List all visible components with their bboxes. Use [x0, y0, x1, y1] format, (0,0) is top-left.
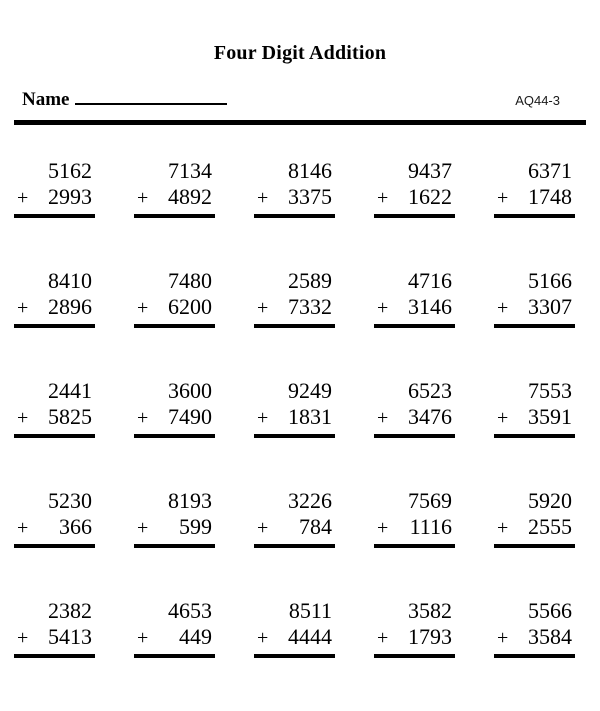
top-operand: 5566: [528, 598, 572, 623]
plus-operator: +: [17, 297, 29, 319]
top-operand: 6371: [528, 158, 572, 183]
plus-operator: +: [377, 627, 389, 649]
top-operand: 9249: [288, 378, 332, 403]
bottom-line: [494, 184, 575, 211]
addition-problem: [374, 598, 455, 658]
bottom-operand: 5825: [48, 404, 92, 429]
problems-grid: [0, 158, 600, 658]
top-operand: 3600: [168, 378, 212, 403]
bottom-operand: 3591: [528, 404, 572, 429]
bottom-line: [374, 514, 455, 541]
addition-problem: [14, 158, 95, 218]
bottom-line: [14, 514, 95, 541]
addition-problem: [374, 268, 455, 328]
bottom-operand: 3146: [408, 294, 452, 319]
plus-operator: +: [497, 517, 509, 539]
worksheet-title: Four Digit Addition: [213, 42, 387, 64]
bottom-line: [134, 624, 215, 651]
top-operand: 6523: [408, 378, 452, 403]
top-operand: 7134: [168, 158, 212, 183]
bottom-line: [134, 404, 215, 431]
addition-problem: [14, 598, 95, 658]
bottom-line: [14, 184, 95, 211]
name-blank-line: [75, 89, 227, 105]
bottom-line: [254, 184, 335, 211]
top-operand: 7569: [408, 488, 452, 513]
bottom-operand: 4444: [288, 624, 332, 649]
addition-problem: [134, 158, 215, 218]
bottom-line: [254, 294, 335, 321]
bottom-operand: 1748: [528, 184, 572, 209]
plus-operator: +: [137, 297, 149, 319]
addition-problem: [14, 378, 95, 438]
addition-problem: [254, 268, 335, 328]
plus-operator: +: [257, 187, 269, 209]
addition-problem: [134, 378, 215, 438]
bottom-line: [494, 624, 575, 651]
bottom-operand: 1793: [408, 624, 452, 649]
name-label: Name: [22, 89, 70, 110]
addition-problem: [494, 268, 575, 328]
worksheet-code: AQ44-3: [515, 93, 560, 108]
bottom-line: [494, 404, 575, 431]
bottom-operand: 1116: [409, 514, 452, 539]
addition-problem: [494, 378, 575, 438]
addition-problem: [14, 488, 95, 548]
top-operand: 8410: [48, 268, 92, 293]
plus-operator: +: [17, 407, 29, 429]
header-rule: [14, 120, 586, 125]
plus-operator: +: [137, 627, 149, 649]
plus-operator: +: [137, 517, 149, 539]
plus-operator: +: [257, 297, 269, 319]
plus-operator: +: [257, 627, 269, 649]
addition-problem: [134, 268, 215, 328]
top-operand: 5162: [48, 158, 92, 183]
top-operand: 8511: [288, 598, 332, 623]
bottom-line: [254, 624, 335, 651]
plus-operator: +: [497, 627, 509, 649]
plus-operator: +: [17, 187, 29, 209]
bottom-operand: 599: [179, 514, 212, 539]
bottom-line: [134, 294, 215, 321]
addition-problem: [494, 488, 575, 548]
top-operand: 7480: [168, 268, 212, 293]
top-operand: 2589: [288, 268, 332, 293]
top-operand: 9437: [408, 158, 452, 183]
bottom-operand: 7490: [168, 404, 212, 429]
bottom-operand: 3584: [528, 624, 572, 649]
top-operand: 3226: [288, 488, 332, 513]
bottom-line: [254, 514, 335, 541]
plus-operator: +: [257, 517, 269, 539]
bottom-operand: 449: [179, 624, 212, 649]
addition-problem: [374, 158, 455, 218]
top-operand: 2441: [48, 378, 92, 403]
addition-problem: [254, 598, 335, 658]
bottom-line: [494, 514, 575, 541]
plus-operator: +: [137, 407, 149, 429]
bottom-line: [374, 184, 455, 211]
bottom-operand: 2555: [528, 514, 572, 539]
bottom-line: [254, 404, 335, 431]
top-operand: 8193: [168, 488, 212, 513]
addition-problem: [254, 158, 335, 218]
top-operand: 2382: [48, 598, 92, 623]
bottom-line: [374, 404, 455, 431]
top-operand: 5920: [528, 488, 572, 513]
bottom-line: [494, 294, 575, 321]
plus-operator: +: [377, 517, 389, 539]
plus-operator: +: [497, 187, 509, 209]
addition-problem: [14, 268, 95, 328]
addition-problem: [374, 378, 455, 438]
bottom-operand: 5413: [48, 624, 92, 649]
bottom-line: [374, 294, 455, 321]
bottom-operand: 6200: [168, 294, 212, 319]
plus-operator: +: [17, 627, 29, 649]
plus-operator: +: [497, 297, 509, 319]
bottom-operand: 3375: [288, 184, 332, 209]
bottom-line: [134, 514, 215, 541]
bottom-operand: 7332: [288, 294, 332, 319]
addition-problem: [134, 598, 215, 658]
top-operand: 3582: [408, 598, 452, 623]
addition-problem: [494, 598, 575, 658]
top-operand: 7553: [528, 378, 572, 403]
top-operand: 4653: [168, 598, 212, 623]
bottom-line: [14, 294, 95, 321]
plus-operator: +: [377, 407, 389, 429]
addition-problem: [494, 158, 575, 218]
addition-problem: [254, 378, 335, 438]
plus-operator: +: [17, 517, 29, 539]
top-operand: 5230: [48, 488, 92, 513]
bottom-operand: 784: [299, 514, 332, 539]
addition-problem: [134, 488, 215, 548]
bottom-line: [374, 624, 455, 651]
plus-operator: +: [137, 187, 149, 209]
bottom-operand: 366: [59, 514, 92, 539]
addition-problem: [374, 488, 455, 548]
bottom-operand: 3307: [528, 294, 572, 319]
bottom-operand: 3476: [408, 404, 452, 429]
bottom-line: [14, 624, 95, 651]
top-operand: 8146: [288, 158, 332, 183]
top-operand: 4716: [408, 268, 452, 293]
plus-operator: +: [257, 407, 269, 429]
name-row: [22, 89, 560, 111]
bottom-operand: 1622: [408, 184, 452, 209]
bottom-operand: 4892: [168, 184, 212, 209]
plus-operator: +: [377, 297, 389, 319]
bottom-operand: 2896: [48, 294, 92, 319]
plus-operator: +: [377, 187, 389, 209]
addition-problem: [254, 488, 335, 548]
top-operand: 5166: [528, 268, 572, 293]
bottom-operand: 1831: [288, 404, 332, 429]
bottom-line: [134, 184, 215, 211]
bottom-operand: 2993: [48, 184, 92, 209]
plus-operator: +: [497, 407, 509, 429]
bottom-line: [14, 404, 95, 431]
